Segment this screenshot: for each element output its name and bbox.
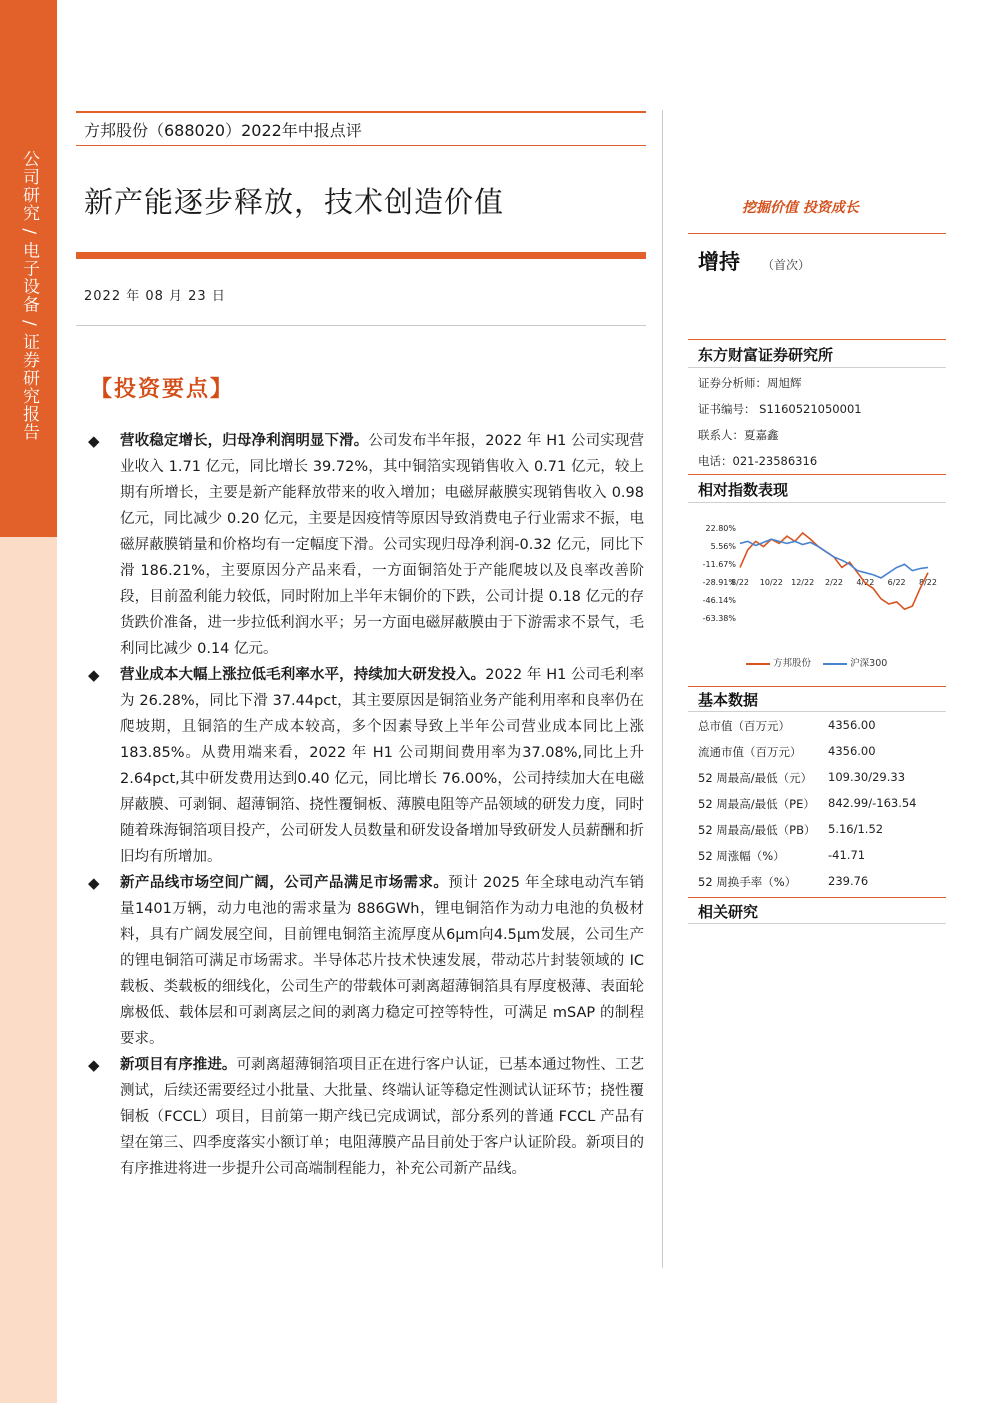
table-row bbox=[698, 822, 946, 848]
row-value: 239.76 bbox=[828, 874, 869, 888]
row-label: 流通市值（百万元） bbox=[698, 745, 802, 759]
chart-section-title: 相对指数表现 bbox=[698, 481, 789, 499]
institute-name: 东方财富证券研究所 bbox=[698, 346, 834, 364]
row-label: 总市值（百万元） bbox=[698, 719, 790, 733]
row-label: 52 周换手率（%） bbox=[698, 875, 797, 889]
x-tick-label: 8/22 bbox=[919, 578, 937, 588]
rating-rule-top bbox=[688, 233, 946, 234]
y-tick-label: 22.80% bbox=[705, 524, 736, 533]
institute-sub-rule bbox=[688, 367, 946, 368]
basic-title: 基本数据 bbox=[698, 691, 759, 709]
top-rule bbox=[76, 111, 646, 113]
paragraph-cost bbox=[86, 662, 644, 870]
contact: 联系人：夏嘉鑫 bbox=[698, 428, 779, 442]
x-tick-label: 10/22 bbox=[759, 578, 783, 588]
legend-company: 方邦股份 bbox=[773, 658, 812, 669]
table-row bbox=[698, 796, 946, 822]
diamond-bullet-icon: ◆ bbox=[88, 874, 100, 892]
paragraph-market bbox=[86, 870, 644, 1052]
paragraph-revenue bbox=[86, 428, 644, 662]
row-value: 5.16/1.52 bbox=[828, 822, 884, 836]
row-value: 4356.00 bbox=[828, 744, 876, 758]
table-row bbox=[698, 848, 946, 874]
date-rule bbox=[76, 325, 646, 326]
column-divider bbox=[662, 110, 663, 1268]
title-rule bbox=[76, 145, 646, 146]
rating-sub: （首次） bbox=[762, 258, 811, 272]
basic-sub-rule bbox=[688, 711, 946, 712]
table-row bbox=[698, 770, 946, 796]
chart-legend bbox=[746, 655, 887, 669]
row-label: 52 周最高/最低（元） bbox=[698, 771, 813, 785]
row-value: 109.30/29.33 bbox=[828, 770, 906, 784]
legend-swatch-company bbox=[746, 663, 770, 665]
y-tick-label: -63.38% bbox=[702, 614, 736, 623]
cert-number: 证书编号： S1160521050001 bbox=[698, 402, 862, 416]
x-tick-label: 12/22 bbox=[791, 578, 815, 588]
row-label: 52 周涨幅（%） bbox=[698, 849, 785, 863]
main-body bbox=[86, 428, 644, 1182]
phone: 电话：021-23586316 bbox=[698, 454, 818, 468]
related-sub-rule bbox=[688, 923, 946, 924]
diamond-bullet-icon: ◆ bbox=[88, 432, 100, 450]
paragraph-projects bbox=[86, 1052, 644, 1182]
paragraph-lead: 营收稳定增长，归母净利润明显下滑。 bbox=[120, 433, 369, 449]
basic-rule bbox=[688, 686, 946, 687]
paragraph-text: 公司发布半年报，2022 年 H1 公司实现营业收入 1.71 亿元，同比增长 39.72%，其中铜箔实现销售收入 0.71 亿元，较上期有所增长，主要是新产能释放带来的收入增加；电磁屏蔽膜实现销售收入 0.98 亿元，同比减少 0.20 亿元，主要是因疫情等原因导致消费电子行业需求不振，电磁屏蔽膜销量和价格均有一定幅度下滑。公司实现归母净利润-0.32 亿元，同比下滑 186.21%，主要原因分产品来看，一方面铜箔处于产能爬坡以及良率改善阶段，目前盈利能力较低，同时附加上半年末铜价的下跌，公司计提 0.18 亿元的存货跌价准备，进一步拉低利润水平；另一方面电磁屏蔽膜由于下游需求不景气，毛利同比减少 0.14 亿元。 bbox=[120, 433, 644, 657]
legend-swatch-index bbox=[823, 663, 847, 665]
paragraph-lead: 营业成本大幅上涨拉低毛利率水平，持续加大研发投入。 bbox=[120, 667, 486, 683]
paragraph-text: 预计 2025 年全球电动汽车销量1401万辆，动力电池的需求量为 886GWh，锂电铜箔作为动力电池的负极材料，具有广阔发展空间，目前锂电铜箔主流厚度从6μm向4.5μm发展，公司生产的锂电铜箔可满足市场需求。半导体芯片技术快速发展，带动芯片封装领域的 IC 载板、类载板的细线化，公司生产的带载体可剥离超薄铜箔具有厚度极薄、表面轮廓极低、载体层和可剥离层之间的剥离力稳定可控等特性，可满足 mSAP 的制程要求。 bbox=[120, 875, 644, 1047]
report-date: 2022 年 08 月 23 日 bbox=[84, 289, 226, 304]
table-row bbox=[698, 744, 946, 770]
related-title: 相关研究 bbox=[698, 903, 759, 921]
y-tick-label: 5.56% bbox=[710, 542, 736, 552]
report-title: 方邦股份（688020）2022年中报点评 bbox=[84, 121, 362, 140]
diamond-bullet-icon: ◆ bbox=[88, 1056, 100, 1074]
table-row bbox=[698, 718, 946, 744]
row-value: 842.99/-163.54 bbox=[828, 796, 917, 810]
institute-rule bbox=[688, 339, 946, 340]
main-title: 新产能逐步释放，技术创造价值 bbox=[84, 185, 505, 219]
analyst: 证券分析师：周旭辉 bbox=[698, 376, 802, 390]
chart-sub-rule bbox=[688, 502, 946, 503]
paragraph-lead: 新产品线市场空间广阔，公司产品满足市场需求。 bbox=[120, 875, 449, 891]
paragraph-text: 2022 年 H1 公司毛利率为 26.28%，同比下滑 37.44pct，其主要原因是铜箔业务产能利用率和良率仍在爬坡期，且铜箔的生产成本较高，多个因素导致上半年公司营业成本同比上涨 183.85%。从费用端来看，2022 年 H1 公司期间费用率为37.08%,同比上升2.64pct,其中研发费用达到0.40 亿元，同比增长 76.00%，公司持续加大在电磁屏蔽膜、可剥铜、超薄铜箔、挠性覆铜板、薄膜电阻等产品领域的研发力度，同时随着珠海铜箔项目投产，公司研发人员数量和研发设备增加导致研发人员薪酬和折旧均有所增加。 bbox=[120, 667, 645, 865]
paragraph-lead: 新项目有序推进。 bbox=[120, 1057, 237, 1073]
x-tick-label: 2/22 bbox=[825, 578, 843, 588]
sidebar-category: 公司研究 / 电子设备 / 证券研究报告 bbox=[19, 150, 39, 442]
row-value: -41.71 bbox=[828, 848, 866, 862]
row-value: 4356.00 bbox=[828, 718, 876, 732]
x-tick-label: 6/22 bbox=[887, 578, 906, 588]
legend-index: 沪深300 bbox=[850, 658, 888, 669]
series-line-company bbox=[740, 533, 928, 609]
slogan: 挖掘价值 投资成长 bbox=[742, 200, 859, 216]
y-tick-label: -46.14% bbox=[702, 595, 736, 605]
diamond-bullet-icon: ◆ bbox=[88, 666, 100, 684]
rating-label: 增持 bbox=[698, 250, 740, 274]
row-label: 52 周最高/最低（PB） bbox=[698, 823, 816, 837]
thick-rule bbox=[76, 252, 646, 259]
paragraph-text: 可剥离超薄铜箔项目正在进行客户认证，已基本通过物性、工艺测试，后续还需要经过小批量、大批量、终端认证等稳定性测试认证环节；挠性覆铜板（FCCL）项目，目前第一期产线已完成调试，部分系列的普通 FCCL 产品有望在第三、四季度落实小额订单；电阻薄膜产品目前处于客户认证阶段。新项目的有序推进将进一步提升公司高端制程能力，补充公司新产品线。 bbox=[120, 1057, 645, 1177]
section-heading: 【投资要点】 bbox=[90, 376, 235, 402]
sidebar bbox=[0, 0, 57, 1403]
chart-rule bbox=[688, 474, 946, 475]
y-tick-label: -28.91% bbox=[702, 578, 736, 588]
row-label: 52 周最高/最低（PE） bbox=[698, 797, 815, 811]
series-line-index bbox=[740, 539, 928, 578]
relative-index-chart bbox=[688, 512, 946, 672]
y-tick-label: -11.67% bbox=[702, 559, 736, 569]
x-tick-label: 4/22 bbox=[856, 578, 875, 588]
x-tick-label: 8/22 bbox=[731, 578, 749, 588]
related-rule bbox=[688, 897, 946, 898]
